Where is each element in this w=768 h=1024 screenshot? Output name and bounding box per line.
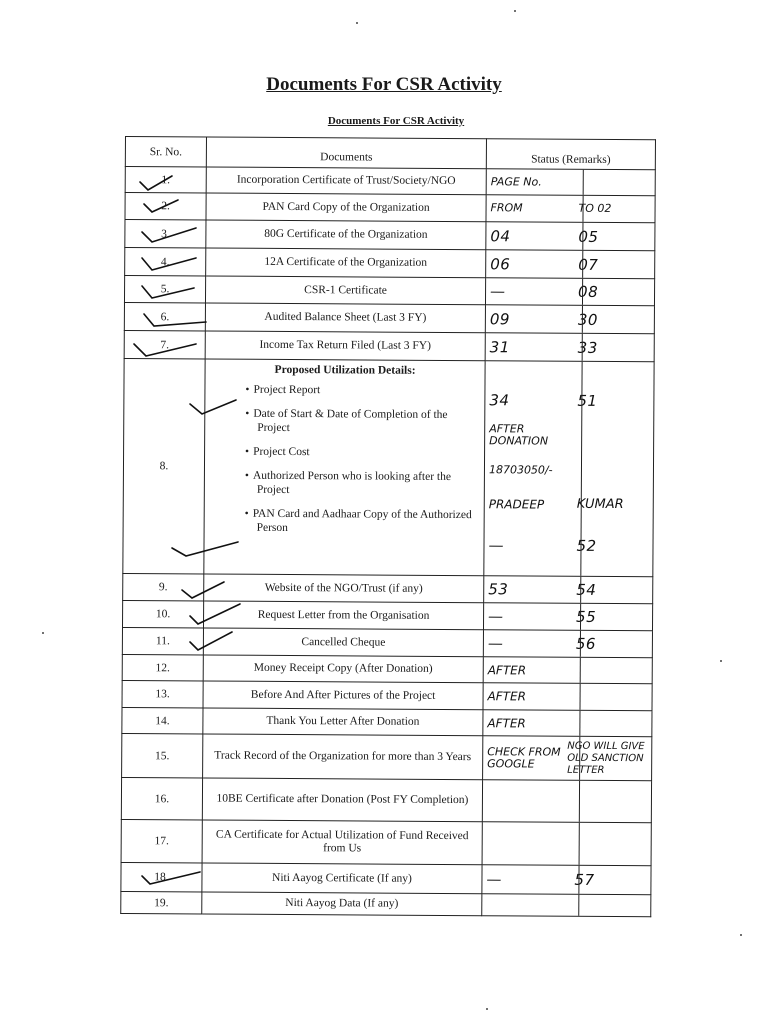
sr-number: 7. xyxy=(124,330,205,358)
remark-left: FROM xyxy=(490,201,523,215)
list-item: • Project Cost xyxy=(245,445,480,460)
document-name: Niti Aayog Certificate (If any) xyxy=(202,863,482,894)
document-name: Audited Balance Sheet (Last 3 FY) xyxy=(205,303,485,333)
remark-left: AFTER xyxy=(487,662,527,678)
document-name: 12A Certificate of the Organization xyxy=(206,248,486,278)
list-item: • Project Report xyxy=(245,383,480,398)
document-name: CSR-1 Certificate xyxy=(205,276,485,305)
remark-right: 08 xyxy=(578,282,599,301)
checkmark-icon xyxy=(142,286,194,298)
remark-left: 34 xyxy=(489,391,510,410)
remark-left: PRADEEP xyxy=(488,497,545,512)
checkmark-icon xyxy=(140,176,172,190)
checkmark-icon xyxy=(190,604,240,624)
sr-number: 19. xyxy=(121,891,202,913)
sr-number: 2. xyxy=(125,193,206,220)
remark-left: — xyxy=(488,607,504,626)
document-name: Cancelled Cheque xyxy=(203,628,483,657)
remark-right: KUMAR xyxy=(576,496,624,513)
scan-speck xyxy=(42,632,44,634)
document-name: 80G Certificate of the Organization xyxy=(206,220,486,250)
remark-left: AFTER xyxy=(487,689,527,704)
remark-left: AFTER xyxy=(487,715,526,731)
remark-left: 18703050/- xyxy=(488,463,553,477)
sr-number: 14. xyxy=(122,707,203,733)
remark-right: 30 xyxy=(577,310,599,329)
remark-left: 53 xyxy=(488,580,509,599)
sr-number: 1. xyxy=(125,167,206,193)
remark-left: — xyxy=(490,282,506,301)
document-name: Thank You Letter After Donation xyxy=(203,708,483,736)
scan-speck xyxy=(740,934,742,936)
remark-left: AFTER DONATION xyxy=(489,422,549,448)
document-subtitle: Documents For CSR Activity xyxy=(327,115,465,127)
remark-right: 07 xyxy=(578,255,599,274)
sr-number: 10. xyxy=(122,600,203,627)
document-name: Money Receipt Copy (After Donation) xyxy=(203,655,483,683)
remark-right: 54 xyxy=(576,580,597,599)
header-status-remarks: Status (Remarks) xyxy=(486,139,655,170)
remark-left: CHECK FROM GOOGLE xyxy=(487,744,561,771)
document-name: Website of the NGO/Trust (if any) xyxy=(204,574,484,603)
checkmark-icon xyxy=(172,542,238,556)
remark-right: TO 02 xyxy=(578,201,612,216)
checkmark-icon xyxy=(144,314,206,326)
sr-number: 15. xyxy=(122,733,203,777)
document-name: Income Tax Return Filed (Last 3 FY) xyxy=(205,331,485,361)
remark-left: 31 xyxy=(489,337,510,356)
sr-number: 18. xyxy=(121,862,202,891)
scan-speck xyxy=(486,1008,488,1010)
scan-speck xyxy=(720,660,722,662)
utilization-heading: Proposed Utilization Details: xyxy=(274,363,416,377)
remark-right: 52 xyxy=(576,536,597,555)
document-name: Track Record of the Organization for more than 3 Years xyxy=(203,734,483,780)
remark-left: — xyxy=(486,870,503,889)
remark-right: 33 xyxy=(577,338,598,357)
document-name: Request Letter from the Organisation xyxy=(203,601,483,630)
remark-right: 57 xyxy=(574,870,595,889)
sr-number: 5. xyxy=(124,276,205,303)
list-item: • Date of Start & Date of Completion of the Project xyxy=(245,407,480,436)
remark-left: PAGE No. xyxy=(490,174,542,189)
header-sr-no: Sr. No. xyxy=(125,137,206,167)
checkmark-icon xyxy=(182,582,224,598)
sr-number: 16. xyxy=(121,777,202,819)
header-documents: Documents xyxy=(206,137,486,169)
scan-speck xyxy=(356,22,358,24)
sr-number: 8. xyxy=(123,358,205,573)
remark-left: 06 xyxy=(490,254,511,273)
checkmark-icon xyxy=(142,872,200,884)
checkmark-icon xyxy=(142,258,196,270)
remark-left: 09 xyxy=(489,309,511,328)
checkmark-icon xyxy=(134,344,196,356)
scan-speck xyxy=(514,10,516,12)
document-name: CA Certificate for Actual Utilization of Fund Received from Us xyxy=(202,820,482,865)
remark-right: 55 xyxy=(576,607,597,626)
remark-left: — xyxy=(488,536,505,555)
document-name: PAN Card Copy of the Organization xyxy=(206,193,486,222)
sr-number: 6. xyxy=(124,302,205,330)
checkmark-icon xyxy=(142,228,196,242)
document-name: Incorporation Certificate of Trust/Society/NGO xyxy=(206,167,486,195)
document-name: Niti Aayog Data (If any) xyxy=(202,892,482,916)
remark-right: 56 xyxy=(575,634,597,653)
list-item: • PAN Card and Aadhaar Copy of the Authorized Person xyxy=(245,507,480,536)
sr-number: 13. xyxy=(122,680,203,707)
document-title: Documents For CSR Activity xyxy=(266,74,502,95)
sr-number: 3. xyxy=(125,220,206,248)
sr-number: 4. xyxy=(125,248,206,276)
remark-left: 04 xyxy=(490,226,511,245)
remark-right: 05 xyxy=(578,227,599,246)
remark-right: NGO WILL GIVE OLD SANCTION LETTER xyxy=(567,740,645,776)
sr-number: 9. xyxy=(123,573,204,600)
checkmark-icon xyxy=(190,632,232,650)
remark-right: 51 xyxy=(577,391,598,410)
checkmark-icon xyxy=(190,400,236,414)
sr-number: 11. xyxy=(122,627,203,654)
document-name: Before And After Pictures of the Project xyxy=(203,681,483,710)
remark-left: — xyxy=(487,634,504,653)
checkmark-icon xyxy=(144,200,178,212)
document-name: 10BE Certificate after Donation (Post FY Completion) xyxy=(202,778,482,822)
sr-number: 17. xyxy=(121,819,202,862)
sr-number: 12. xyxy=(122,654,203,680)
list-item: • Authorized Person who is looking after the Project xyxy=(245,469,480,498)
